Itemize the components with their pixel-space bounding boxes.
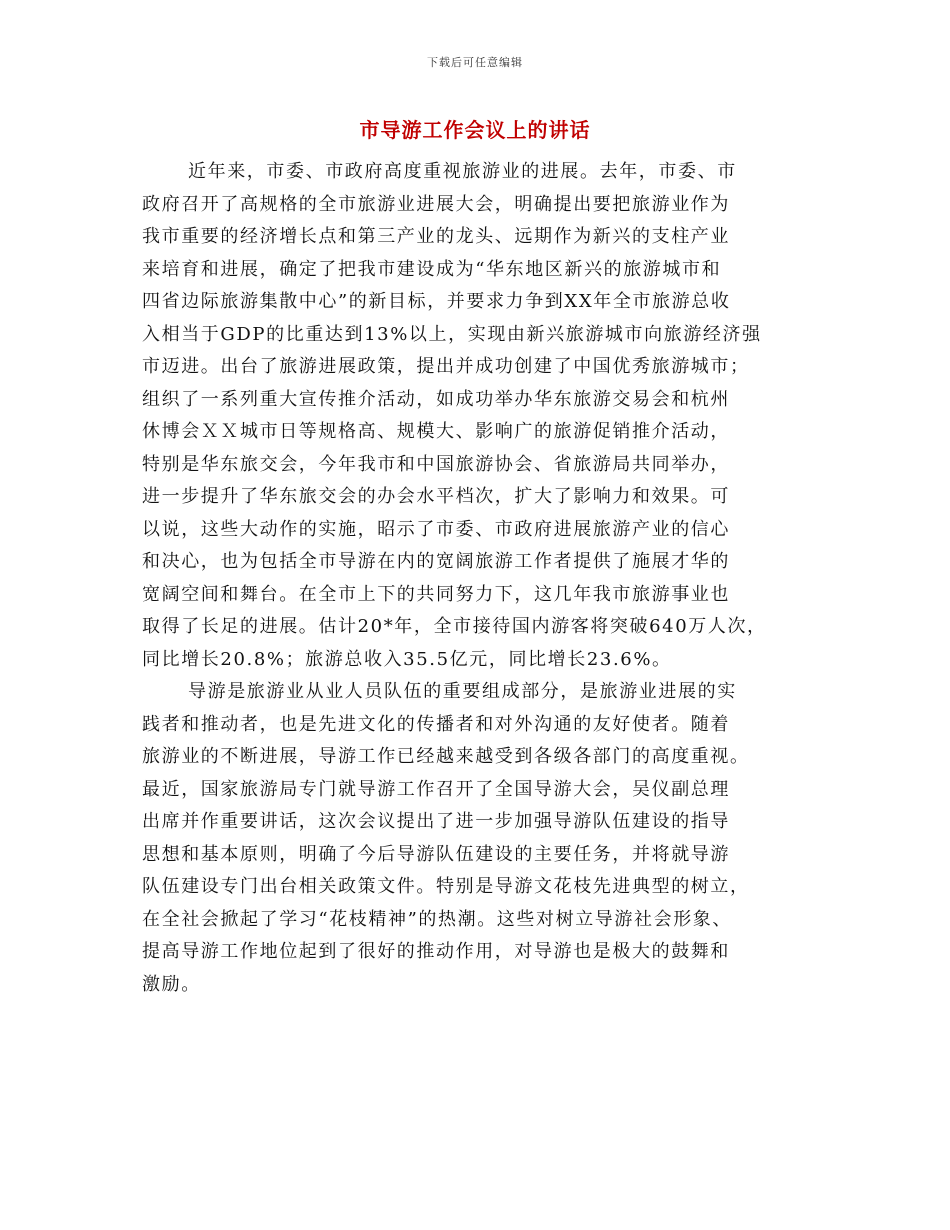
paragraph-2 — [142, 676, 818, 1001]
text-line: 入相当于GDP的比重达到13%以上，实现由新兴旅游城市向旅游经济强 — [142, 323, 762, 345]
header-note: 下载后可任意编辑 — [427, 56, 523, 69]
text-line: 宽阔空间和舞台。在全市上下的共同努力下，这几年我市旅游事业也 — [142, 583, 730, 605]
document-title: 市导游工作会议上的讲话 — [359, 118, 591, 142]
text-line: 导游是旅游业从业人员队伍的重要组成部分，是旅游业进展的实 — [188, 681, 737, 702]
document-body — [142, 156, 818, 1001]
text-line: 以说，这些大动作的实施，昭示了市委、市政府进展旅游产业的信心 — [142, 518, 730, 540]
text-line: 休博会ＸＸ城市日等规格高、规模大、影响广的旅游促销推介活动， — [142, 421, 730, 442]
text-line: 进一步提升了华东旅交会的办会水平档次，扩大了影响力和效果。可 — [142, 486, 730, 507]
text-line: 同比增长20.8%；旅游总收入35.5亿元，同比增长23.6%。 — [142, 648, 672, 670]
text-line: 近年来，市委、市政府高度重视旅游业的进展。去年，市委、市 — [188, 161, 737, 182]
text-line: 市迈进。出台了旅游进展政策，提出并成功创建了中国优秀旅游城市； — [142, 356, 750, 377]
text-line: 思想和基本原则，明确了今后导游队伍建设的主要任务，并将就导游 — [142, 843, 730, 865]
text-line: 最近，国家旅游局专门就导游工作召开了全国导游大会，吴仪副总理 — [142, 778, 730, 800]
text-line: 取得了长足的进展。估计20*年，全市接待国内游客将突破640万人次， — [142, 616, 767, 637]
text-line: 我市重要的经济增长点和第三产业的龙头、远期作为新兴的支柱产业 — [142, 226, 730, 247]
text-line: 队伍建设专门出台相关政策文件。特别是导游文花枝先进典型的树立， — [142, 876, 750, 897]
text-line: 在全社会掀起了学习“花枝精神”的热潮。这些对树立导游社会形象、 — [142, 908, 733, 930]
paragraph-1 — [142, 156, 818, 676]
text-line: 出席并作重要讲话，这次会议提出了进一步加强导游队伍建设的指导 — [142, 811, 730, 832]
text-line: 四省边际旅游集散中心”的新目标，并要求力争到XX年全市旅游总收 — [142, 291, 731, 312]
text-line: 提高导游工作地位起到了很好的推动作用，对导游也是极大的鼓舞和 — [142, 941, 730, 962]
text-line: 和决心，也为包括全市导游在内的宽阔旅游工作者提供了施展才华的 — [142, 551, 730, 572]
text-line: 特别是华东旅交会，今年我市和中国旅游协会、省旅游局共同举办， — [142, 453, 730, 475]
text-line: 来培育和进展，确定了把我市建设成为“华东地区新兴的旅游城市和 — [142, 258, 722, 280]
text-line: 践者和推动者，也是先进文化的传播者和对外沟通的友好使者。随着 — [142, 713, 730, 735]
text-line: 政府召开了高规格的全市旅游业进展大会，明确提出要把旅游业作为 — [142, 193, 730, 215]
text-line: 旅游业的不断进展，导游工作已经越来越受到各级各部门的高度重视。 — [142, 746, 750, 767]
text-line: 组织了一系列重大宣传推介活动，如成功举办华东旅游交易会和杭州 — [142, 388, 730, 410]
text-line: 激励。 — [142, 973, 201, 995]
